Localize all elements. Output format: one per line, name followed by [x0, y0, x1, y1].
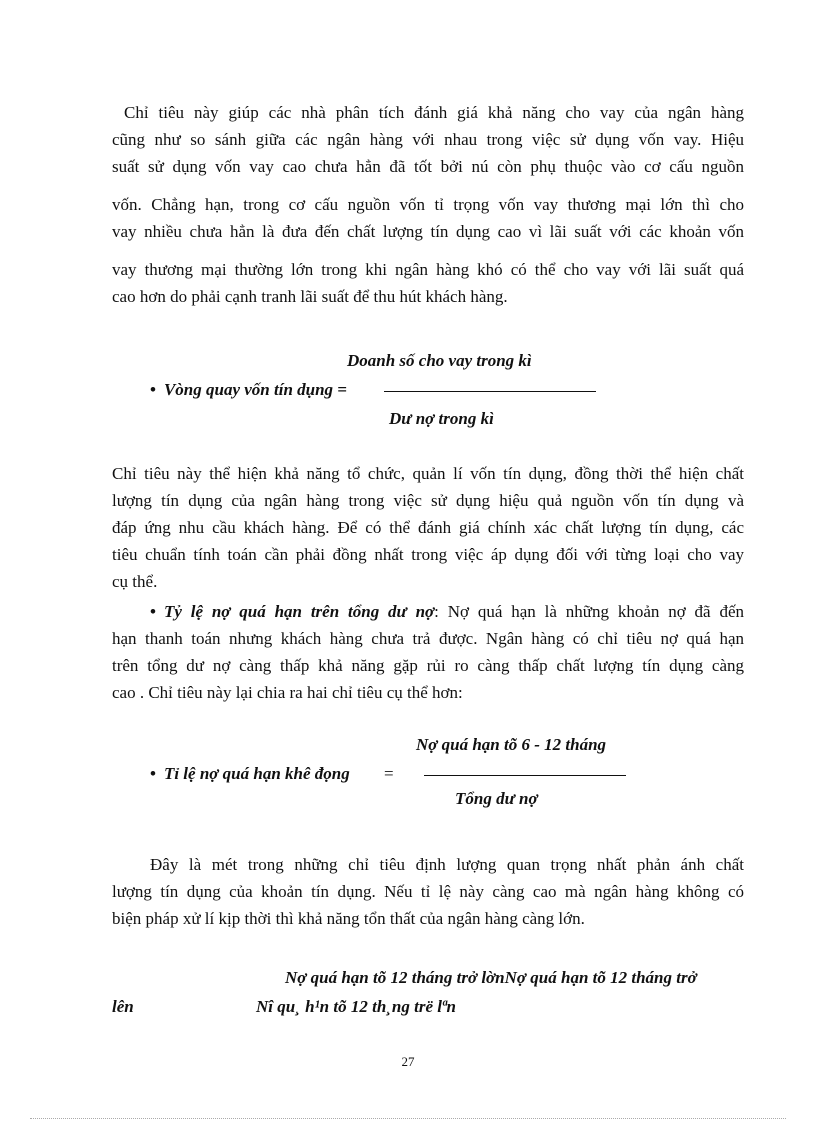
- formula-numerator: Nợ quá hạn tõ 6 - 12 tháng: [416, 735, 607, 754]
- text-line: biện pháp xử lí kịp thời thì khả năng tổn thất của ngân hàng càng lớn.: [112, 909, 585, 928]
- formula-denominator: Tổng dư nợ: [455, 789, 538, 808]
- text-line: suất sử dụng vốn vay cao chưa hẳn đã tốt bởi nú còn phụ thuộc vào cơ cấu nguồn: [112, 157, 744, 176]
- text-line: vốn. Chẳng hạn, trong cơ cấu nguồn vốn tỉ trọng vốn vay thương mại lớn thì cho: [112, 195, 744, 214]
- fraction-bar: [384, 391, 596, 392]
- formula-label: Tỉ lệ nợ quá hạn khê đọng: [163, 764, 350, 783]
- text-line: cao hơn do phải cạnh tranh lãi suất để thu hút khách hàng.: [112, 287, 508, 306]
- text-line: tiêu chuẩn tính toán cần phải đồng nhất trong việc áp dụng đối với từng loại cho vay: [112, 545, 744, 564]
- bullet-icon: •: [150, 764, 156, 783]
- garbled-line: Nợ quá hạn tõ 12 tháng trở lờnNợ quá hạn tõ 12 tháng trở: [285, 968, 697, 987]
- garbled-line: lên: [112, 997, 134, 1016]
- term-overdue-ratio: Tỷ lệ nợ quá hạn trên tổng dư nợ: [163, 602, 435, 621]
- page-bottom-divider: [30, 1118, 786, 1119]
- text-line: lượng tín dụng của khoản tín dụng. Nếu tỉ lệ này càng cao mà ngân hàng không có: [112, 882, 744, 901]
- bullet-icon: •: [150, 380, 156, 399]
- text-run: : Nợ quá hạn là những khoản nợ đã đến: [434, 602, 744, 621]
- formula-numerator: Doanh số cho vay trong kì: [347, 351, 532, 370]
- text-line: vay thương mại thường lớn trong khi ngân hàng khó có thể cho vay với lãi suất quá: [112, 260, 744, 279]
- text-line: vay nhiều chưa hẳn là đưa đến chất lượng tín dụng cao vì lãi suất với các khoản vốn: [112, 222, 744, 241]
- formula-label: Vòng quay vốn tín dụng =: [163, 380, 347, 399]
- text-line: đáp ứng nhu cầu khách hàng. Để có thể đánh giá chính xác chất lượng tín dụng, các: [112, 518, 744, 537]
- text-line: cao . Chỉ tiêu này lại chia ra hai chỉ tiêu cụ thể hơn:: [112, 683, 463, 702]
- text-line: Đây là mét trong những chỉ tiêu định lượng quan trọng nhất phản ánh chất: [150, 855, 744, 874]
- bullet-icon: •: [150, 602, 156, 621]
- text-line: hạn thanh toán nhưng khách hàng chưa trả được. Ngân hàng có chỉ tiêu nợ quá hạn: [112, 629, 744, 648]
- text-line: [112, 602, 744, 622]
- text-line: Chỉ tiêu này giúp các nhà phân tích đánh giá khả năng cho vay của ngân hàng: [124, 103, 744, 122]
- text-line: trên tổng dư nợ càng thấp khả năng gặp rủi ro càng thấp chất lượng tín dụng càng: [112, 656, 744, 675]
- text-line: cũng như so sánh giữa các ngân hàng với nhau trong việc sử dụng vốn vay. Hiệu: [112, 130, 744, 149]
- formula-denominator: Dư nợ trong kì: [389, 409, 494, 428]
- text-line: cụ thể.: [112, 572, 158, 591]
- formula-label-row: [150, 764, 350, 784]
- formula-equals: =: [384, 764, 394, 783]
- formula-label-row: [150, 380, 347, 400]
- fraction-bar: [424, 775, 626, 776]
- garbled-line: Nî qu¸ h¹n tõ 12 th¸ng trë lªn: [256, 997, 456, 1016]
- text-line: Chỉ tiêu này thể hiện khả năng tổ chức, quản lí vốn tín dụng, đồng thời thể hiện chất: [112, 464, 744, 483]
- text-line: lượng tín dụng của ngân hàng trong việc sử dụng hiệu quả nguồn vốn tín dụng và: [112, 491, 744, 510]
- page-number: 27: [401, 1054, 415, 1069]
